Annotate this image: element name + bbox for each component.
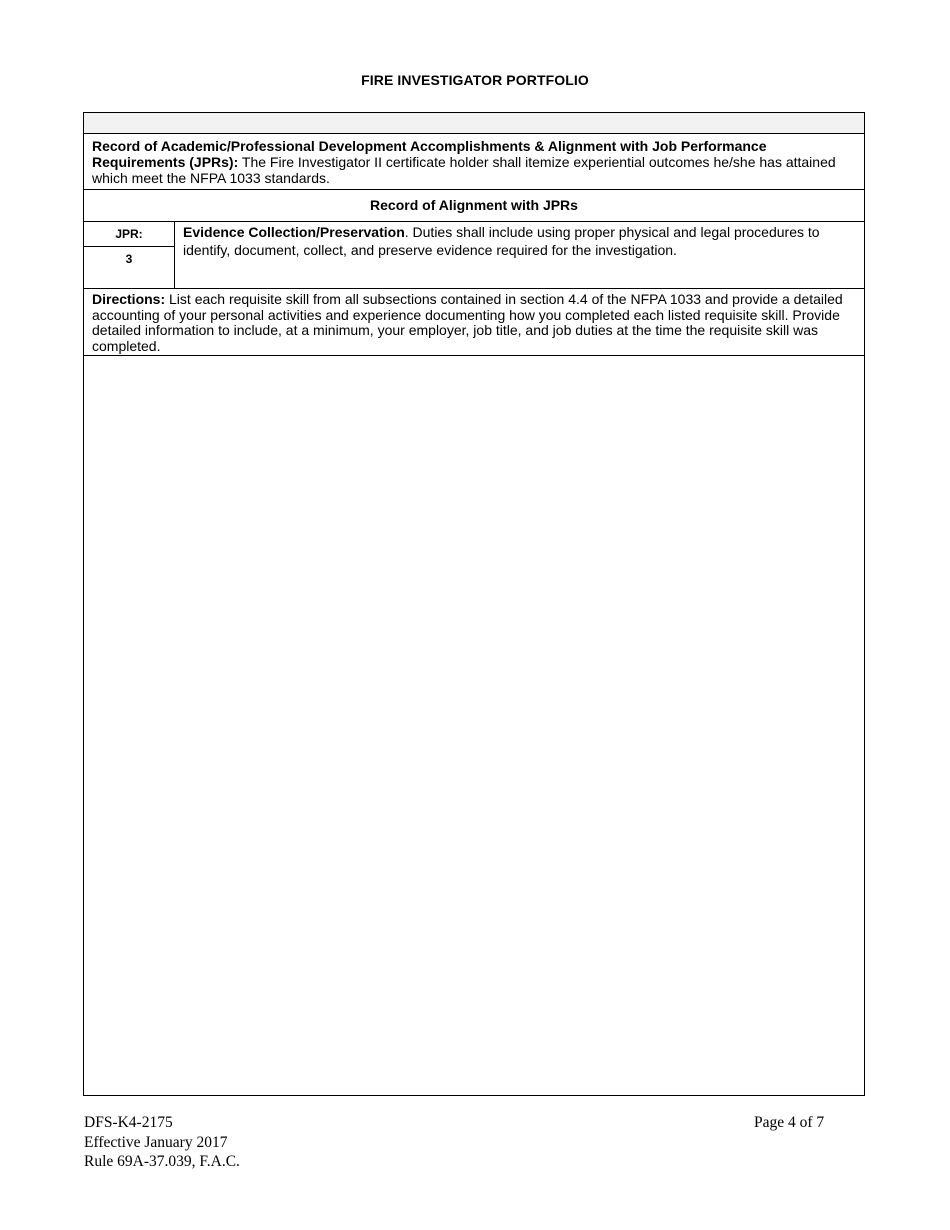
effective-date: Effective January 2017 <box>84 1133 228 1151</box>
jpr-row <box>84 222 864 289</box>
portfolio-form <box>83 112 865 1096</box>
response-area[interactable] <box>84 356 864 1095</box>
jpr-title: Evidence Collection/Preservation <box>183 224 405 240</box>
page-number: Page 4 of 7 <box>754 1114 825 1131</box>
jpr-description: . Duties shall include using proper physical and legal procedures to identify, document, collect, and preserve evidence required for the investigation. <box>183 224 820 258</box>
intro-text: The Fire Investigator II certificate holder shall itemize experiential outcomes he/she has attained which meet the NFPA 1033 standards. <box>92 154 836 186</box>
rule-reference: Rule 69A-37.039, F.A.C. <box>84 1153 240 1170</box>
intro-section <box>84 134 864 190</box>
page-title: FIRE INVESTIGATOR PORTFOLIO <box>361 72 589 88</box>
footer-left <box>84 1113 240 1172</box>
intro-heading: Record of Academic/Professional Development Accomplishments & Alignment with Job Performance Requirements (JPRs): <box>92 138 767 170</box>
header-shade-row <box>84 113 864 134</box>
jpr-number: 3 <box>125 252 133 266</box>
jpr-label: JPR: <box>84 222 174 247</box>
form-number: DFS-K4-2175 <box>84 1114 173 1131</box>
jpr-description-cell <box>175 222 864 288</box>
alignment-heading: Record of Alignment with JPRs <box>84 190 864 222</box>
jpr-cell <box>84 222 175 288</box>
directions-section <box>84 289 864 356</box>
directions-text: List each requisite skill from all subsections contained in section 4.4 of the NFPA 1033 and provide a detailed accounting of your personal activities and experience documenting how you completed each listed requisite skill. Provide detailed information to include, at a minimum, your employer, job title, and job duties at the time the requisite skill was completed. <box>92 291 843 354</box>
directions-label: Directions: <box>92 291 166 307</box>
